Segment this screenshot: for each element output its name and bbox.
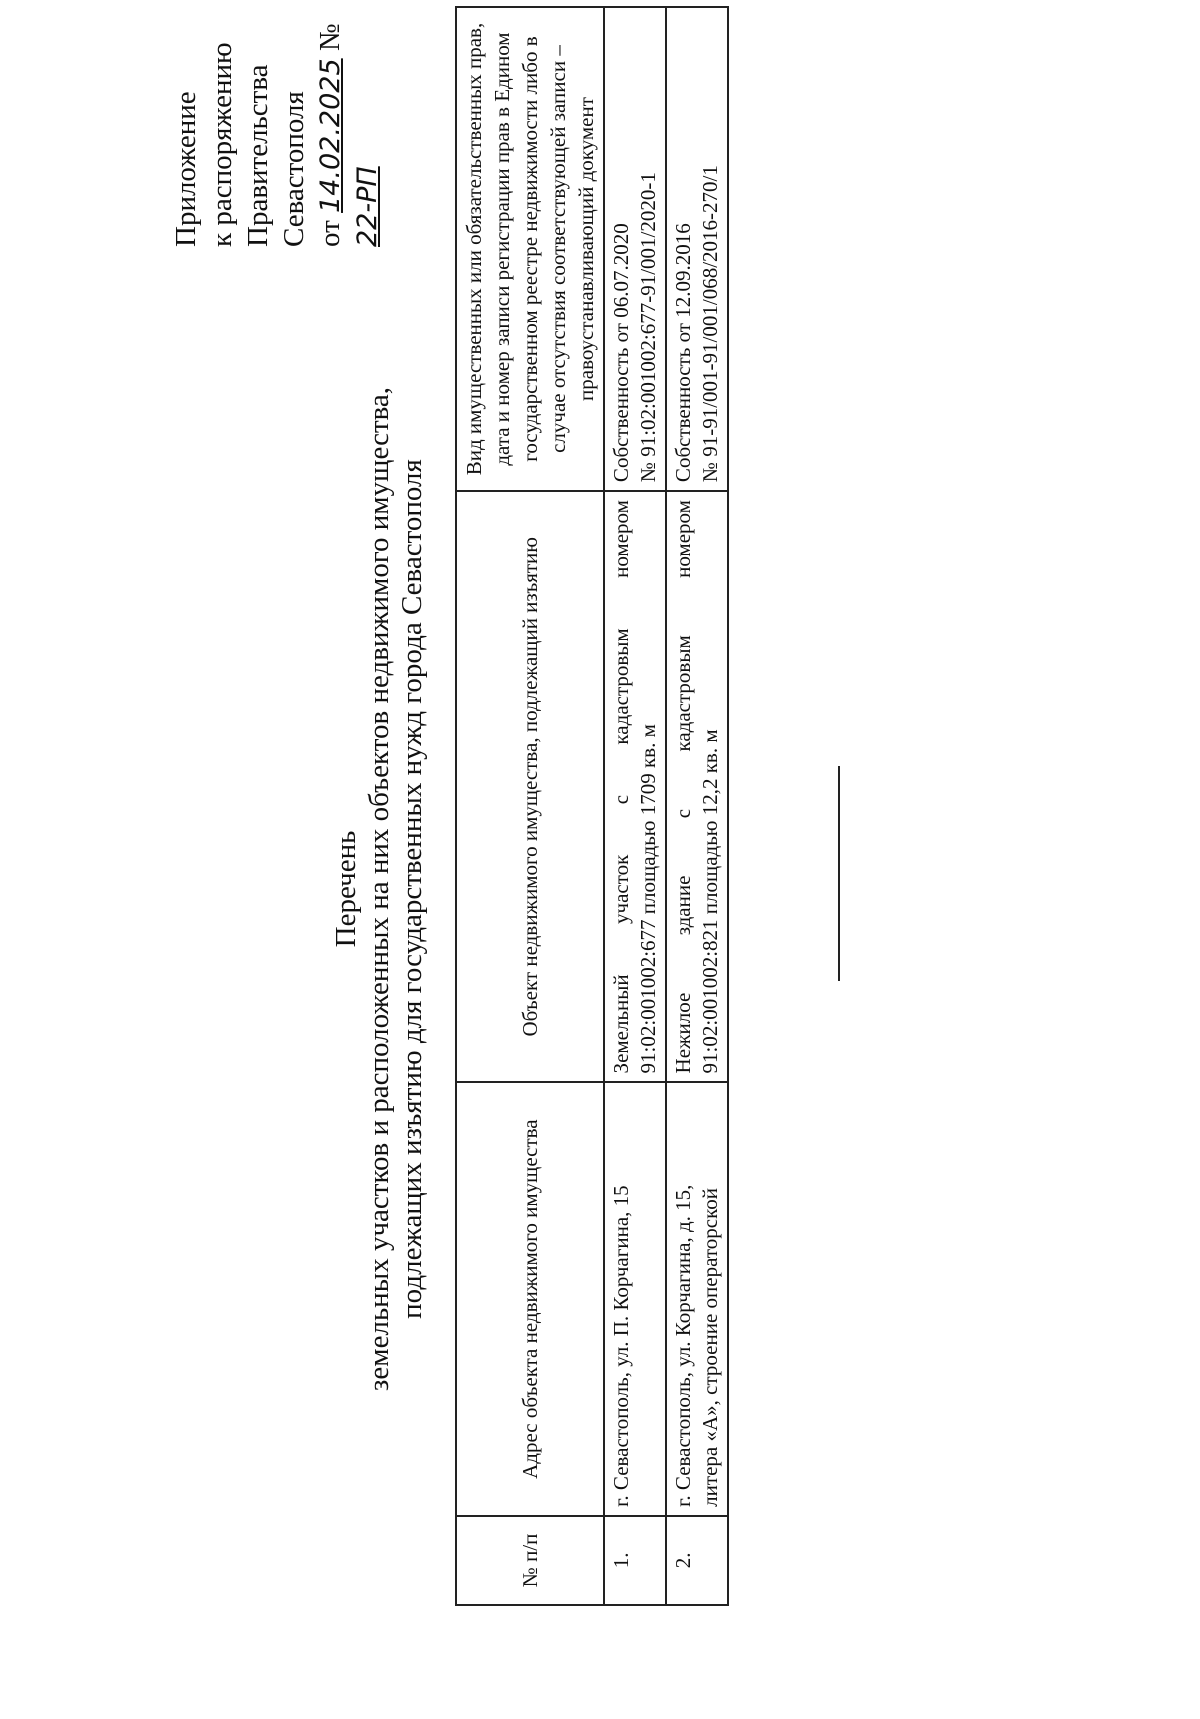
title-line-2: подлежащих изъятию для государственных нужд города Севастополя bbox=[396, 459, 428, 1319]
row-rights bbox=[666, 7, 728, 491]
table-row bbox=[666, 7, 728, 1605]
appendix-line-3: Правительства Севастополя bbox=[242, 64, 310, 247]
header-object: Объект недвижимого имущества, подлежащий изъятию bbox=[456, 491, 604, 1082]
object-line-1: Нежилое здание с кадастровым номером bbox=[671, 500, 695, 1074]
object-line-2: 91:02:001002:821 площадью 12,2 кв. м bbox=[698, 729, 722, 1074]
document-heading: Перечень bbox=[330, 830, 362, 948]
table-row bbox=[604, 7, 666, 1605]
property-table bbox=[455, 6, 729, 1606]
header-num: № п/п bbox=[456, 1516, 604, 1605]
row-rights bbox=[604, 7, 666, 491]
row-object bbox=[604, 491, 666, 1082]
appendix-line-1: Приложение bbox=[170, 91, 202, 247]
row-num: 1. bbox=[604, 1516, 666, 1605]
order-date: 14.02.2025 bbox=[315, 58, 346, 213]
row-address bbox=[666, 1082, 728, 1515]
header-address: Адрес объекта недвижимого имущества bbox=[456, 1082, 604, 1515]
title-block bbox=[330, 199, 429, 1579]
address-line-2: литера «А», строение операторской bbox=[698, 1188, 722, 1507]
appendix-line-2: к распоряжению bbox=[206, 42, 238, 247]
rights-line-1: Собственность от 12.09.2016 bbox=[671, 223, 695, 483]
order-number: 22-РП bbox=[352, 166, 383, 247]
row-object bbox=[666, 491, 728, 1082]
row-address: г. Севастополь, ул. П. Корчагина, 15 bbox=[604, 1082, 666, 1515]
title-line-1: земельных участков и расположенных на них объектов недвижимого имущества, bbox=[363, 386, 395, 1392]
rights-line-1: Собственность от 06.07.2020 bbox=[609, 223, 633, 483]
rights-line-2: № 91-91/001-91/001/068/2016-270/1 bbox=[698, 165, 722, 483]
header-rights: Вид имущественных или обязательственных прав, дата и номер записи регистрации прав в Едином государственном реестре недвижимости либо в случае отсутствия соответствующей записи – правоустанавливающий документ bbox=[456, 7, 604, 491]
table-header-row bbox=[456, 7, 604, 1605]
closing-rule bbox=[838, 766, 840, 981]
number-prefix: № bbox=[314, 23, 346, 52]
rights-line-2: № 91:02:001002:677-91/001/2020-1 bbox=[636, 172, 660, 483]
object-line-2: 91:02:001002:677 площадью 1709 кв. м bbox=[636, 724, 660, 1074]
address-line-1: г. Севастополь, ул. Корчагина, д. 15, bbox=[671, 1184, 695, 1507]
from-prefix: от bbox=[314, 220, 346, 247]
object-line-1: Земельный участок с кадастровым номером bbox=[609, 500, 633, 1074]
row-num: 2. bbox=[666, 1516, 728, 1605]
